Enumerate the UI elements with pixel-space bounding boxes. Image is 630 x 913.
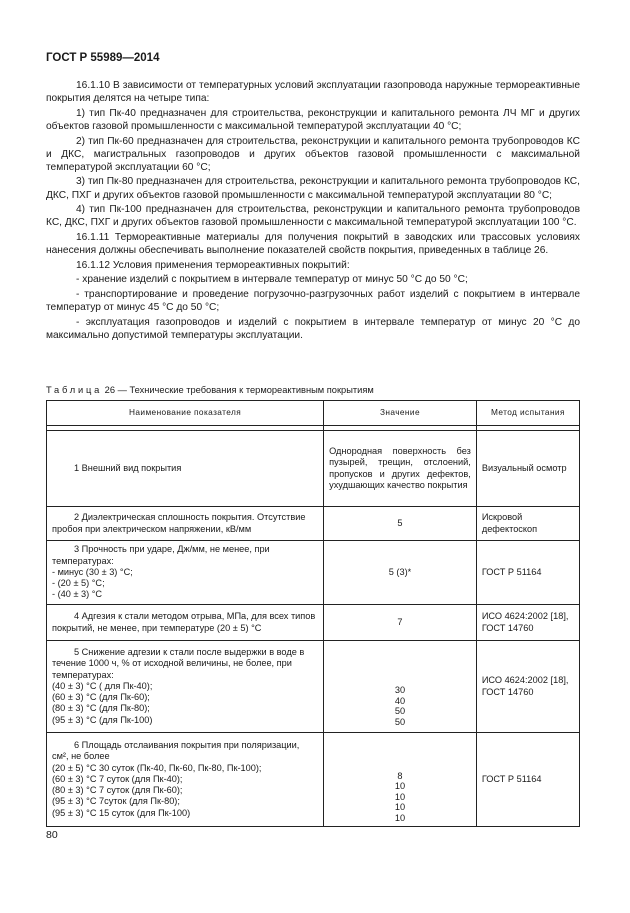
value-line: 50 — [394, 716, 406, 727]
value-line: 30 — [394, 685, 406, 695]
row-indicator — [47, 431, 324, 507]
value-line: 5 (3)* — [388, 566, 412, 577]
paragraph: 4) тип Пк-100 предназначен для строительства, реконструкции и капитального ремонта трубопроводов КС, ДКС, ПХГ и других объектов газовой промышленности с максимальной температурой эксплуатации 100 °С. — [46, 204, 580, 229]
value-line: Однородная поверхность без пузырей, трещин, отслоений, пропусков и других дефектов, ухудшающих качество покрытия — [329, 446, 471, 490]
row-value — [324, 733, 477, 827]
value-line: 10 — [394, 802, 406, 812]
row-indicator — [47, 605, 324, 641]
indicator-line: - (40 ± 3) °С — [52, 589, 103, 600]
paragraph: 16.1.11 Термореактивные материалы для получения покрытий в заводских или трассовых условиях нанесения должны обеспечивать выполнение показателей свойств покрытия, приведенных в таблице 26. — [46, 232, 580, 257]
indicator-line: (40 ± 3) °С ( для Пк-40); — [52, 680, 153, 691]
row-method: ИСО 4624:2002 [18], ГОСТ 14760 — [476, 605, 579, 641]
requirements-table — [46, 400, 580, 827]
value-line: 7 — [397, 616, 403, 627]
table-caption-label: Таблица — [46, 385, 103, 395]
indicator-line: (20 ± 5) °С 30 суток (Пк-40, Пк-60, Пк-80, Пк-100); — [52, 762, 262, 773]
paragraph: 3) тип Пк-80 предназначен для строительства, реконструкции и капитального ремонта трубопроводов КС, ДКС, ПХГ и других объектов газовой промышленности с максимальной температурой эксплуатации 80 °С; — [46, 176, 580, 201]
indicator-line: (60 ± 3) °С 7 суток (для Пк-40); — [52, 773, 183, 784]
paragraph: 1) тип Пк-40 предназначен для строительства, реконструкции и капитального ремонта ЛЧ МГ и других объектов газовой промышленности с максимальной температурой эксплуатации 40 °С; — [46, 107, 580, 132]
row-method: Визуальный осмотр — [476, 431, 579, 507]
row-method: ГОСТ Р 51164 — [476, 541, 579, 605]
row-value — [324, 507, 477, 541]
indicator-line: (80 ± 3) °С (для Пк-80); — [52, 703, 150, 714]
indicator-line: - (20 ± 5) °С; — [52, 578, 105, 589]
value-line: 5 — [397, 517, 403, 528]
row-method: Искровой дефектоскоп — [476, 507, 579, 541]
header-method: Метод испытания — [476, 401, 579, 426]
row-indicator — [47, 541, 324, 605]
indicator-line: (80 ± 3) °С 7 суток (для Пк-60); — [52, 785, 183, 796]
table-row — [47, 431, 580, 507]
indicator-line: 6 Площадь отслаивания покрытия при поляризации, см², не более — [52, 740, 300, 762]
indicator-line: (95 ± 3) °С 7суток (для Пк-80); — [52, 796, 180, 807]
row-indicator — [47, 733, 324, 827]
row-method: ГОСТ Р 51164 — [476, 733, 579, 827]
paragraph: 16.1.12 Условия применения термореактивных покрытий: — [76, 259, 350, 271]
row-value — [324, 641, 477, 733]
paragraph: - эксплуатация газопроводов и изделий с покрытием в интервале температур от минус 20 °С до максимально допустимой температуры эксплуатации. — [46, 316, 580, 342]
standard-code: ГОСТ Р 55989—2014 — [46, 52, 160, 64]
table-caption-text: 26 — Технические требования к термореактивным покрытиям — [104, 385, 374, 395]
body-text — [46, 79, 580, 344]
value-line: 10 — [394, 781, 406, 791]
value-line: 50 — [394, 706, 406, 716]
value-line: 40 — [394, 695, 406, 706]
indicator-line: - минус (30 ± 3) °С; — [52, 566, 133, 577]
value-line: 8 — [397, 770, 403, 781]
header-value: Значение — [324, 401, 477, 426]
indicator-line: 1 Внешний вид покрытия — [74, 462, 182, 473]
row-method: ИСО 4624:2002 [18], ГОСТ 14760 — [476, 641, 579, 733]
indicator-line: (60 ± 3) °С (для Пк-60); — [52, 692, 150, 703]
page-number: 80 — [46, 829, 58, 841]
row-value — [324, 431, 477, 507]
indicator-line: 4 Адгезия к стали методом отрыва, МПа, для всех типов покрытий, не менее, при температуре (20 ± 5) °С — [52, 611, 316, 633]
indicator-line: 5 Снижение адгезии к стали после выдержки в воде в течение 1000 ч, % от исходной величины, не более, при температурах: — [52, 647, 305, 680]
table-row — [47, 507, 580, 541]
row-indicator — [47, 641, 324, 733]
paragraph: 2) тип Пк-60 предназначен для строительства, реконструкции и капитального ремонта трубопроводов КС и ДКС, магистральных газопроводов и других объектов газовой промышленности с максимальной температурой эксплуатации 60 °С; — [46, 135, 580, 173]
value-line: 10 — [394, 812, 406, 823]
table-caption — [46, 385, 374, 395]
row-value — [324, 605, 477, 641]
paragraph: - транспортирование и проведение погрузочно-разгрузочных работ изделий с покрытием в интервале температур от минус 45 °С до 50 °С; — [46, 289, 580, 314]
paragraph: - хранение изделий с покрытием в интервале температур от минус 50 °С до 50 °С; — [76, 274, 468, 286]
table-row — [47, 605, 580, 641]
paragraph: 16.1.10 В зависимости от температурных условий эксплуатации газопровода наружные термореактивные покрытия делятся на четыре типа: — [46, 80, 580, 105]
indicator-line: (95 ± 3) °С 15 суток (для Пк-100) — [52, 807, 191, 818]
table-row — [47, 641, 580, 733]
table-row — [47, 541, 580, 605]
indicator-line: 2 Диэлектрическая сплошность покрытия. Отсутствие пробоя при электрическом напряжении, кВ/мм — [52, 512, 306, 534]
table-row — [47, 733, 580, 827]
value-line: 10 — [394, 791, 406, 802]
table-header-row — [47, 401, 580, 426]
row-indicator — [47, 507, 324, 541]
row-value — [324, 541, 477, 605]
indicator-line: (95 ± 3) °С (для Пк-100) — [52, 714, 153, 725]
indicator-line: 3 Прочность при ударе, Дж/мм, не менее, при температурах: — [52, 544, 270, 566]
header-indicator: Наименование показателя — [47, 401, 324, 426]
